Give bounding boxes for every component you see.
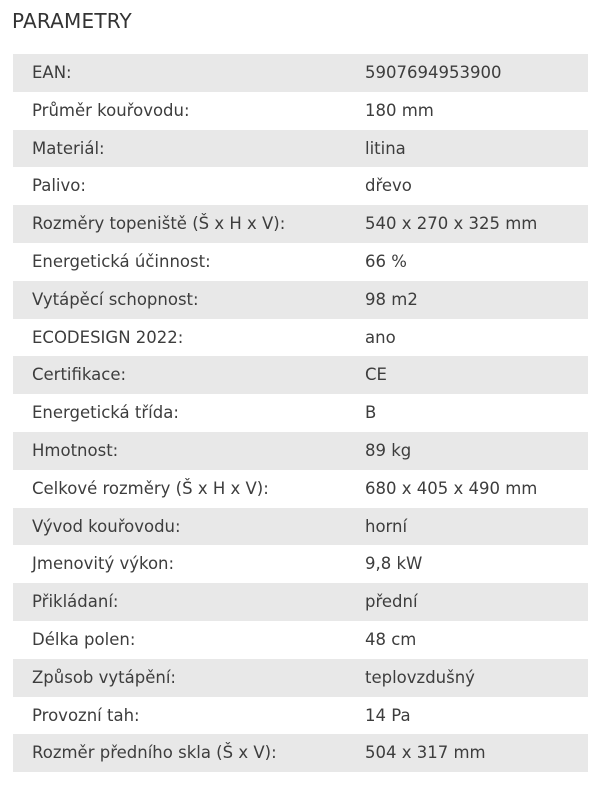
param-label: Průměr kouřovodu: <box>32 100 190 120</box>
param-label: Hmotnost: <box>32 440 119 460</box>
param-value: 14 Pa <box>365 705 411 725</box>
param-value: přední <box>365 592 418 612</box>
param-value: CE <box>365 365 387 385</box>
section-title: PARAMETRY <box>12 9 132 33</box>
table-row <box>13 92 588 130</box>
param-label: Jmenovitý výkon: <box>32 554 175 574</box>
param-label: Přikládaní: <box>32 592 119 612</box>
param-label: Způsob vytápění: <box>32 667 176 687</box>
param-value: 5907694953900 <box>365 63 502 82</box>
table-row <box>13 54 588 92</box>
table-row <box>13 243 588 281</box>
param-label: Rozměry topeniště (Š x H x V): <box>32 214 286 234</box>
param-label: Energetická třída: <box>32 403 179 423</box>
table-row <box>13 281 588 319</box>
param-label: Palivo: <box>32 176 86 196</box>
table-row <box>13 545 588 583</box>
param-label: Celkové rozměry (Š x H x V): <box>32 478 269 498</box>
table-row <box>13 583 588 621</box>
table-row <box>13 319 588 357</box>
param-value: 504 x 317 mm <box>365 743 486 763</box>
param-value: B <box>365 403 377 423</box>
parameters-table <box>13 54 588 772</box>
param-label: Vývod kouřovodu: <box>32 516 181 536</box>
table-row <box>13 508 588 546</box>
param-label: Délka polen: <box>32 629 136 649</box>
table-row <box>13 470 588 508</box>
table-row <box>13 659 588 697</box>
table-row <box>13 697 588 735</box>
table-row <box>13 167 588 205</box>
table-row <box>13 356 588 394</box>
param-value: 9,8 kW <box>365 554 423 574</box>
param-label: Certifikace: <box>32 365 127 385</box>
table-row <box>13 432 588 470</box>
table-row <box>13 394 588 432</box>
param-value: 48 cm <box>365 629 417 649</box>
param-label: Rozměr předního skla (Š x V): <box>32 743 277 763</box>
param-value: 98 m2 <box>365 289 418 309</box>
param-value: 680 x 405 x 490 mm <box>365 478 538 498</box>
param-value: teplovzdušný <box>365 667 475 687</box>
param-label: Provozní tah: <box>32 705 140 725</box>
param-value: 89 kg <box>365 440 412 460</box>
table-row <box>13 205 588 243</box>
param-label: EAN: <box>32 63 72 82</box>
param-label: Vytápěcí schopnost: <box>32 289 199 309</box>
param-value: 66 % <box>365 251 407 271</box>
param-label: ECODESIGN 2022: <box>32 327 184 347</box>
param-value: litina <box>365 138 406 158</box>
param-value: horní <box>365 516 408 536</box>
param-label: Energetická účinnost: <box>32 251 211 271</box>
table-row <box>13 621 588 659</box>
param-value: ano <box>365 327 396 347</box>
param-value: 540 x 270 x 325 mm <box>365 214 538 234</box>
param-value: 180 mm <box>365 100 434 120</box>
table-row <box>13 734 588 772</box>
param-value: dřevo <box>365 176 412 196</box>
param-label: Materiál: <box>32 138 105 158</box>
table-row <box>13 130 588 168</box>
